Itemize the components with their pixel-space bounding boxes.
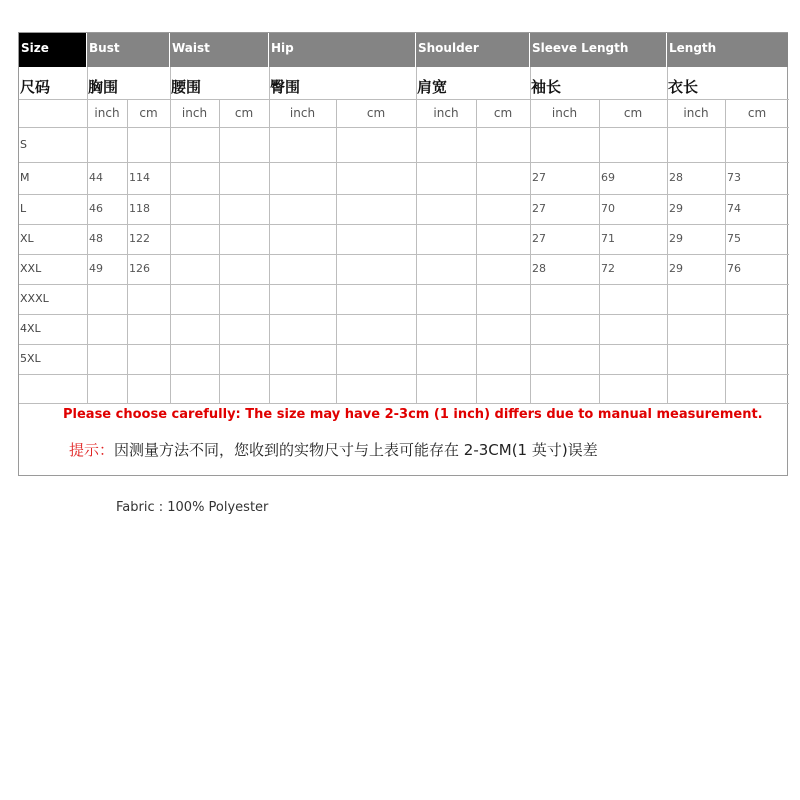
grid-line [19,344,789,345]
table-cell: 29 [669,202,683,215]
table-cell: 28 [669,171,683,184]
grid-line [127,99,128,403]
header-cn-label: 袖长 [531,78,562,96]
notice-english: Please choose carefully: The size may have 2-3cm (1 inch) differs due to manual measurement. [63,407,763,422]
size-cell: XXL [20,262,42,275]
table-cell: 126 [129,262,150,275]
unit-inch-label: inch [433,106,459,120]
table-cell: 69 [601,171,615,184]
header-cn-label: 臀围 [270,78,301,96]
unit-cm-label: cm [493,106,513,120]
table-cell: 118 [129,202,150,215]
header-cn-label: 腰围 [171,78,202,96]
notice-chinese-text: 因测量方法不同，您收到的实物尺寸与上表可能存在 2-3CM(1 英寸)误差 [114,441,598,459]
table-cell: 29 [669,232,683,245]
unit-inch-label: inch [94,106,120,120]
grid-line [19,314,789,315]
header-cell: Size [19,33,87,67]
unit-cm-label: cm [139,106,158,120]
unit-inch-label: inch [289,106,316,120]
unit-cm-label: cm [747,106,767,120]
grid-line [19,127,789,128]
grid-line [19,374,789,375]
table-cell: 71 [601,232,615,245]
header-cell: Shoulder [416,33,530,67]
unit-cm-label: cm [623,106,643,120]
grid-line [476,99,477,403]
grid-line [170,67,171,403]
table-cell: 27 [532,202,546,215]
table-cell: 27 [532,232,546,245]
size-cell [19,374,20,403]
header-cell: Waist [170,33,269,67]
size-chart [18,32,788,476]
size-cell: L [20,202,27,215]
notice-chinese-label: 提示： [69,441,115,459]
table-cell: 72 [601,262,615,275]
grid-line [19,254,789,255]
table-cell: 44 [89,171,103,184]
unit-inch-label: inch [683,106,709,120]
size-cell: 5XL [20,352,41,365]
size-cell: S [20,138,27,151]
table-cell: 73 [727,171,741,184]
header-cell: Bust [87,33,170,67]
table-cell: 48 [89,232,103,245]
notice-chinese [69,439,598,460]
table-cell: 76 [727,262,741,275]
table-cell: 74 [727,202,741,215]
unit-inch-label: inch [181,106,208,120]
grid-line [725,99,726,403]
unit-cm-label: cm [234,106,254,120]
header-cn-label: 衣长 [668,78,699,96]
size-cell: XL [20,232,34,245]
table-cell: 49 [89,262,103,275]
grid-line [219,99,220,403]
table-cell: 28 [532,262,546,275]
grid-line [19,284,789,285]
header-cell: Hip [269,33,416,67]
header-cell: Length [667,33,789,67]
grid-line [336,99,337,403]
header-cn-label: 尺码 [20,78,51,96]
size-cell: XXXL [20,292,49,305]
grid-line [667,67,668,403]
table-cell: 70 [601,202,615,215]
size-cell: M [20,171,30,184]
table-cell: 75 [727,232,741,245]
fabric-note: Fabric : 100% Polyester [116,500,269,515]
unit-inch-label: inch [551,106,578,120]
grid-line [416,67,417,403]
grid-line [19,162,789,163]
grid-line [19,224,789,225]
header-cell: Sleeve Length [530,33,667,67]
grid-line [19,194,789,195]
table-cell: 46 [89,202,103,215]
grid-line [530,67,531,403]
table-cell: 122 [129,232,150,245]
unit-cm-label: cm [366,106,386,120]
grid-line [269,67,270,403]
size-cell: 4XL [20,322,41,335]
grid-line [19,99,789,100]
table-cell: 29 [669,262,683,275]
table-cell: 27 [532,171,546,184]
grid-line [19,403,789,404]
table-cell: 114 [129,171,150,184]
grid-line [87,67,88,403]
header-cn-label: 胸围 [88,78,119,96]
header-cn-label: 肩宽 [417,78,448,96]
grid-line [599,99,600,403]
